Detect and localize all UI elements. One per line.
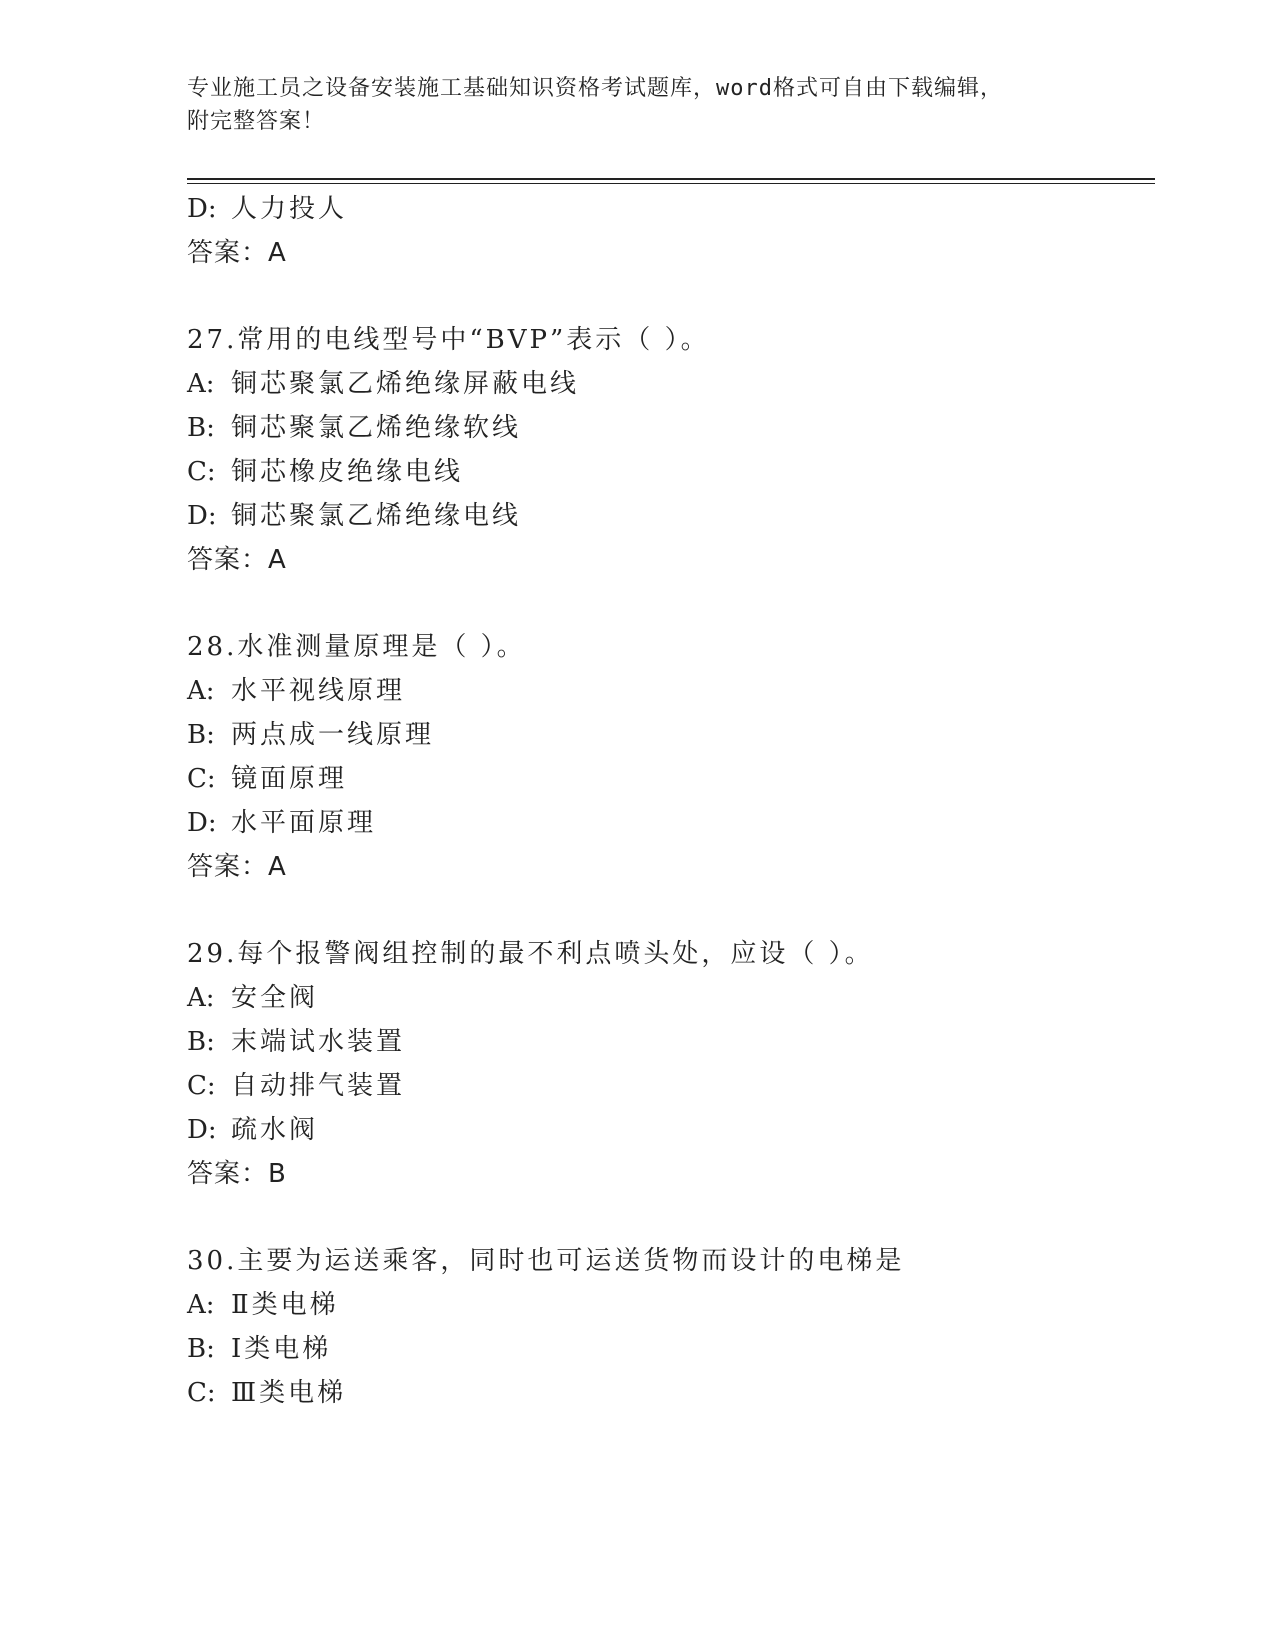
option-label: D:: [187, 1115, 217, 1145]
option-label: C:: [187, 457, 216, 487]
option-a: [187, 1288, 339, 1322]
option-c: [187, 1376, 346, 1410]
header-divider-thick: [187, 178, 1155, 180]
option-c: [187, 455, 463, 489]
option-label: C:: [187, 1071, 216, 1101]
option-b: [187, 411, 521, 445]
option-text: 铜芯聚氯乙烯绝缘电线: [231, 501, 522, 531]
answer-line: 答案：B: [187, 1159, 287, 1189]
option-d: [187, 1113, 318, 1147]
option-d: [187, 192, 347, 226]
option-label: B:: [187, 413, 215, 443]
option-label: C:: [187, 764, 216, 794]
option-a: [187, 981, 318, 1015]
option-label: D:: [187, 194, 217, 224]
option-label: B:: [187, 720, 215, 750]
option-label: B:: [187, 1334, 215, 1364]
option-text: 铜芯聚氯乙烯绝缘屏蔽电线: [231, 369, 580, 399]
option-label: A:: [187, 369, 215, 399]
option-b: [187, 718, 434, 752]
option-text: 铜芯聚氯乙烯绝缘软线: [231, 413, 522, 443]
header-line-2: 附完整答案！: [187, 109, 326, 134]
option-c: [187, 1069, 405, 1103]
option-text: Ⅰ类电梯: [231, 1334, 332, 1364]
answer-line: 答案：A: [187, 238, 287, 268]
option-label: A:: [187, 676, 215, 706]
option-label: A:: [187, 983, 215, 1013]
answer-line: 答案：A: [187, 852, 287, 882]
header-divider-thin: [187, 183, 1155, 184]
option-text: 铜芯橡皮绝缘电线: [231, 457, 464, 487]
question-stem-29: 29.每个报警阀组控制的最不利点喷头处，应设（ ）。: [187, 939, 874, 969]
option-c: [187, 762, 347, 796]
option-text: 人力投人: [231, 194, 348, 224]
answer-line: 答案：A: [187, 545, 287, 575]
option-text: 疏水阀: [231, 1115, 319, 1145]
option-text: 两点成一线原理: [231, 720, 435, 750]
option-text: 水平视线原理: [231, 676, 406, 706]
option-text: 水平面原理: [231, 808, 377, 838]
option-a: [187, 367, 579, 401]
question-stem-27: 27.常用的电线型号中“BVP”表示（ ）。: [187, 325, 710, 355]
option-text: 自动排气装置: [231, 1071, 406, 1101]
option-b: [187, 1332, 331, 1366]
option-d: [187, 499, 521, 533]
option-label: D:: [187, 501, 217, 531]
option-label: B:: [187, 1027, 215, 1057]
option-a: [187, 674, 405, 708]
option-text: 安全阀: [231, 983, 319, 1013]
option-text: 镜面原理: [231, 764, 348, 794]
question-stem-30: 30.主要为运送乘客，同时也可运送货物而设计的电梯是: [187, 1246, 905, 1276]
option-text: 末端试水装置: [231, 1027, 406, 1057]
header-line-1: 专业施工员之设备安装施工基础知识资格考试题库，word格式可自由下载编辑，: [187, 76, 1003, 101]
option-b: [187, 1025, 405, 1059]
question-stem-28: 28.水准测量原理是（ ）。: [187, 632, 526, 662]
option-label: A:: [187, 1290, 215, 1320]
option-text: Ⅲ类电梯: [231, 1378, 347, 1408]
option-text: Ⅱ类电梯: [231, 1290, 339, 1320]
page-header: [187, 72, 1087, 138]
option-label: C:: [187, 1378, 216, 1408]
option-label: D:: [187, 808, 217, 838]
option-d: [187, 806, 376, 840]
